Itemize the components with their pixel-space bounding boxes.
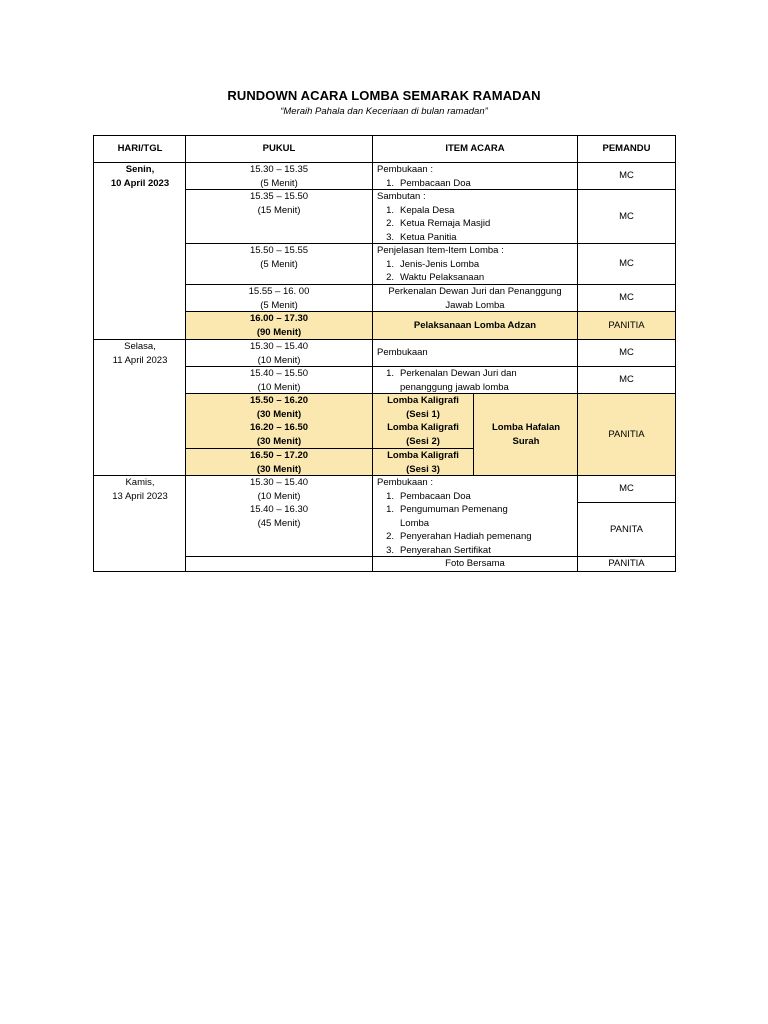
item-text: Lomba Hafalan <box>491 422 561 433</box>
item-number: 2. <box>386 272 394 283</box>
item-cell: Foto Bersama <box>445 558 505 570</box>
item-text: Lomba <box>400 517 430 529</box>
list-item-continuation <box>372 517 578 531</box>
list-item-continuation <box>372 381 578 395</box>
session-label: (Sesi 3) <box>406 463 440 475</box>
column-divider <box>577 135 578 572</box>
duration: (30 Menit) <box>256 463 302 475</box>
list-item <box>372 177 578 191</box>
time-range: 15.50 – 16.20 <box>249 395 309 406</box>
list-item <box>372 490 578 504</box>
guide-cell: MC <box>619 483 634 495</box>
time-cell <box>186 476 372 503</box>
duration: (90 Menit) <box>256 326 302 338</box>
day-date: 10 April 2023 <box>110 177 170 189</box>
item-number: 1. <box>386 490 394 502</box>
item-cell <box>372 190 578 244</box>
time-cell <box>186 190 372 217</box>
row-divider <box>185 311 676 312</box>
list-item <box>372 544 578 558</box>
item-number: 1. <box>386 258 394 270</box>
item-text: Lomba Kaligrafi <box>387 422 459 433</box>
row-divider <box>93 339 676 340</box>
guide-cell: MC <box>619 170 634 182</box>
header-item-acara: ITEM ACARA <box>445 143 505 155</box>
time-cell <box>186 312 372 339</box>
item-cell <box>372 244 578 285</box>
duration: (30 Menit) <box>256 408 302 420</box>
row-divider <box>185 366 676 367</box>
item-number: 1. <box>386 204 394 216</box>
guide-cell: MC <box>619 347 634 359</box>
day-date: 11 April 2023 <box>112 354 168 366</box>
header-hari: HARI/TGL <box>117 143 163 155</box>
session-label: (Sesi 1) <box>406 408 440 420</box>
list-item <box>372 231 578 245</box>
item-cell <box>372 476 578 503</box>
guide-cell: MC <box>619 258 634 270</box>
time-cell <box>186 285 372 312</box>
item-number: 3. <box>386 231 394 243</box>
item-number: 2. <box>386 218 394 229</box>
duration: (5 Menit) <box>260 177 298 189</box>
item-text: Jawab Lomba <box>445 299 505 311</box>
table-border-top <box>93 135 676 136</box>
duration: (10 Menit) <box>257 354 301 366</box>
duration: (15 Menit) <box>257 204 301 216</box>
time-range: 15.30 – 15.35 <box>249 164 309 175</box>
item-text: Surah <box>512 435 540 447</box>
row-divider <box>577 502 676 503</box>
duration: (30 Menit) <box>256 435 302 447</box>
list-item <box>372 258 578 272</box>
list-item <box>372 271 578 285</box>
hafalan-cell <box>474 394 578 475</box>
day-name: Kamis, <box>125 477 155 488</box>
day-date: 13 April 2023 <box>112 490 168 502</box>
item-text: Perkenalan Dewan Juri dan Penanggung <box>388 286 562 297</box>
row-divider <box>93 475 676 476</box>
row-divider <box>185 448 474 449</box>
column-divider <box>185 135 186 572</box>
table-border-bottom <box>93 571 676 572</box>
item-number: 1. <box>386 504 394 515</box>
item-text: Jenis-Jenis Lomba <box>400 258 480 270</box>
row-divider <box>185 243 676 244</box>
row-divider <box>185 189 676 190</box>
guide-cell: MC <box>619 210 634 222</box>
time-cell <box>186 367 372 394</box>
item-heading: Pembukaan : <box>377 477 433 488</box>
row-divider <box>185 393 676 394</box>
item-cell <box>372 340 578 366</box>
time-cell <box>186 244 372 271</box>
item-number: 1. <box>386 368 394 379</box>
list-item <box>372 530 578 544</box>
item-heading: Sambutan : <box>377 191 426 202</box>
duration: (10 Menit) <box>257 490 301 502</box>
guide-cell: PANITIA <box>608 319 645 331</box>
item-heading: Pembukaan : <box>377 164 433 175</box>
item-number: 1. <box>386 177 394 189</box>
list-item <box>372 367 578 381</box>
day-senin <box>94 163 186 190</box>
guide-cell: MC <box>619 374 634 386</box>
time-range: 15.30 – 15.40 <box>249 341 309 352</box>
list-item <box>372 217 578 231</box>
item-text: Penyerahan Hadiah pemenang <box>400 531 532 542</box>
item-text: Pembacaan Doa <box>400 490 471 502</box>
duration: (45 Menit) <box>257 517 301 529</box>
kaligrafi-sesi-1 <box>372 394 474 421</box>
item-cell <box>372 285 578 312</box>
row-divider <box>185 556 676 557</box>
guide-cell: PANITIA <box>608 558 645 570</box>
item-text: penanggung jawab lomba <box>400 381 509 393</box>
table-border-header <box>93 162 676 163</box>
day-name: Senin, <box>125 164 155 175</box>
list-item <box>372 204 578 218</box>
time-range: 15.55 – 16. 00 <box>248 286 310 297</box>
duration: (5 Menit) <box>260 299 298 311</box>
time-cell <box>186 340 372 367</box>
guide-cell: MC <box>619 292 634 304</box>
header-pemandu: PEMANDU <box>602 143 651 155</box>
time-cell <box>186 163 372 190</box>
item-text: Lomba Kaligrafi <box>387 395 459 406</box>
time-range: 16.50 – 17.20 <box>249 450 309 461</box>
document-subtitle: “Meraih Pahala dan Keceriaan di bulan ramadan” <box>280 106 488 117</box>
document-title: RUNDOWN ACARA LOMBA SEMARAK RAMADAN <box>227 88 541 103</box>
time-range: 16.20 – 16.50 <box>249 422 309 433</box>
day-kamis <box>94 476 186 503</box>
item-text: Ketua Remaja Masjid <box>400 218 491 229</box>
item-number: 2. <box>386 531 394 542</box>
time-range: 15.30 – 15.40 <box>249 477 309 488</box>
row-divider <box>185 284 676 285</box>
time-cell <box>186 449 372 476</box>
time-cell <box>186 503 372 530</box>
table-border-left <box>93 135 94 572</box>
item-text: Pembacaan Doa <box>400 177 471 189</box>
time-range: 15.35 – 15.50 <box>249 191 309 202</box>
item-text: Waktu Pelaksanaan <box>400 272 485 283</box>
kaligrafi-sesi-2 <box>372 421 474 448</box>
guide-cell: PANITIA <box>608 428 645 440</box>
duration: (5 Menit) <box>260 258 298 270</box>
item-text: Perkenalan Dewan Juri dan <box>400 368 517 379</box>
item-text: Penyerahan Sertifikat <box>400 544 491 556</box>
column-divider <box>372 135 373 572</box>
table-border-right <box>675 135 676 572</box>
time-range: 15.40 – 16.30 <box>249 504 309 515</box>
item-text: Ketua Panitia <box>400 231 457 243</box>
day-name: Selasa, <box>124 341 156 352</box>
guide-cell: PANITA <box>610 523 643 535</box>
day-selasa <box>94 340 186 367</box>
time-range: 15.40 – 15.50 <box>249 368 309 379</box>
session-label: (Sesi 2) <box>406 435 440 447</box>
item-cell <box>372 367 578 394</box>
header-pukul: PUKUL <box>262 143 296 155</box>
kaligrafi-sesi-3 <box>372 449 474 476</box>
list-item <box>372 503 578 517</box>
item-text: Pengumuman Pemenang <box>400 504 508 515</box>
time-range: 16.00 – 17.30 <box>249 313 309 324</box>
time-range: 15.50 – 15.55 <box>249 245 309 256</box>
item-text: Pembukaan <box>377 347 428 359</box>
item-text: Lomba Kaligrafi <box>387 450 459 461</box>
time-cell <box>186 394 372 448</box>
item-cell: Pelaksanaan Lomba Adzan <box>413 319 537 331</box>
item-number: 3. <box>386 544 394 556</box>
column-divider <box>473 393 474 476</box>
item-cell <box>372 163 578 190</box>
item-heading: Penjelasan Item-Item Lomba : <box>377 245 504 256</box>
item-text: Kepala Desa <box>400 204 455 216</box>
item-cell <box>372 503 578 557</box>
duration: (10 Menit) <box>257 381 301 393</box>
